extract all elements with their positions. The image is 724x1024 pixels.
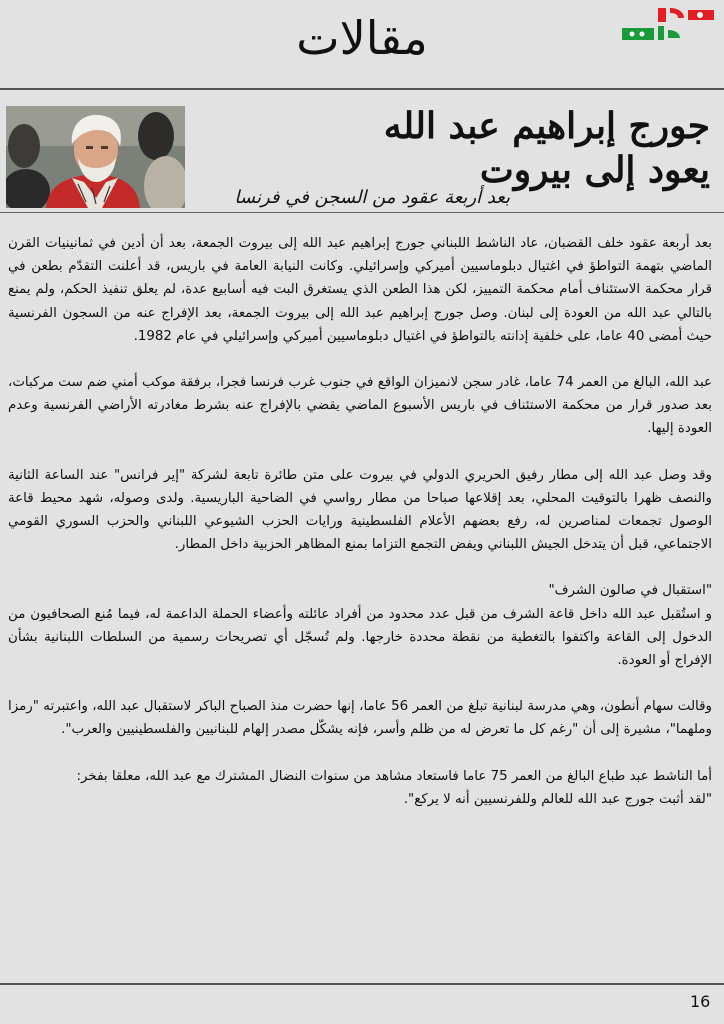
headline-line-1: جورج إبراهيم عبد الله bbox=[383, 105, 710, 147]
site-logo bbox=[618, 6, 718, 46]
photo-image-icon bbox=[6, 106, 185, 208]
article-body bbox=[8, 232, 712, 834]
article-paragraph: وقالت سهام أنطون، وهي مدرسة لبنانية تبلغ من العمر 56 عاما، إنها حضرت منذ الصباح الباكر لاستقبال عبد الله، واعتبرته "رمزا وملهما"، مشيرة إلى أن "رغم كل ما تعرض له من ظلم وأسر، فإنه يشكّل مصدر إلهام للبنانيين والفلسطينيين والعرب". bbox=[8, 699, 712, 738]
section-title: مقالات bbox=[296, 11, 428, 65]
headline-divider bbox=[0, 212, 724, 213]
article-paragraph: عبد الله، البالغ من العمر 74 عاما، غادر سجن لانميزان الواقع في جنوب غرب فرنسا فجرا، برفقة موكب أمني ضم ست مركبات، بعد صدور قرار من محكمة الاستئناف في باريس الأسبوع الماضي يقضي بالإفراج عنه بشرط مغادرته الأراضي الفرنسية وعدم العودة إليها. bbox=[8, 375, 712, 437]
article-paragraph: وقد وصل عبد الله إلى مطار رفيق الحريري الدولي في بيروت على متن طائرة تابعة لشركة "إير فرانس" عند الساعة الثانية والنصف ظهرا بالتوقيت المحلي، بعد إقلاعها صباحا من مطار رواسي في الضاحية الباريسية. ولدى وصوله، شهد محيط قاعة الوصول تجمعات لمناصرين له، رفع بعضهم الأعلام الفلسطينية ورايات الحزب الشيوعي اللبناني والحزب السوري القومي الاجتماعي، قبل أن يتدخل الجيش اللبناني ويفض التجمع التزاما بمنع المظاهر الحزبية داخل المطار. bbox=[8, 467, 712, 553]
headline-line-2: يعود إلى بيروت bbox=[479, 149, 710, 191]
page-number: 16 bbox=[690, 992, 711, 1011]
article-paragraph: "استقبال في صالون الشرف" و استُقبل عبد الله داخل قاعة الشرف من قبل عدد محدود من أفراد عائلته وأعضاء الحملة الداعمة له، فيما مُنع الصحافيون من الدخول إلى القاعة واكتفوا بالتغطية من نقطة محددة خارجها. ولم تُسجّل أي تصريحات رسمية من السلطات اللبنانية بشأن الإفراج أو العودة. bbox=[8, 583, 712, 669]
article-paragraph: أما الناشط عبد طباع البالغ من العمر 75 عاما فاستعاد مشاهد من سنوات النضال المشترك مع عبد الله، معلقا بفخر: "لقد أثبت جورج عبد الله للعالم وللفرنسيين أنه لا يركع". bbox=[76, 768, 712, 807]
header-divider bbox=[0, 88, 724, 90]
footer-divider bbox=[0, 983, 724, 985]
article-photo bbox=[6, 106, 185, 208]
article-subheadline: بعد أربعة عقود من السجن في فرنسا bbox=[234, 187, 510, 208]
article-headline bbox=[210, 104, 710, 192]
article-paragraph: بعد أربعة عقود خلف القضبان، عاد الناشط اللبناني جورج إبراهيم عبد الله إلى بيروت الجمعة، بعد أن أدين في ثمانينيات القرن الماضي بتهمة التواطؤ في اغتيال دبلوماسيين أميركي وإسرائيلي. وكانت النيابة العامة في باريس، قد أعلنت التقدّم بطعن في قرار محكمة الاستئناف أمام محكمة التمييز، لكن هذا الطعن الذي يستغرق البت فيه أسابيع عدة، لم يعلق تنفيذ الحكم، ولم يمنع بالتالي عبد الله من العودة إلى لبنان. وصل جورج إبراهيم عبد الله إلى بيروت الجمعة، بعد الإفراج عنه من السجون الفرنسية حيث أمضى 40 عاما، على خلفية إدانته بالتواطؤ في اغتيال دبلوماسيين أميركي وإسرائيلي في عام 1982. bbox=[8, 236, 712, 344]
logo-mark-icon bbox=[618, 6, 718, 46]
